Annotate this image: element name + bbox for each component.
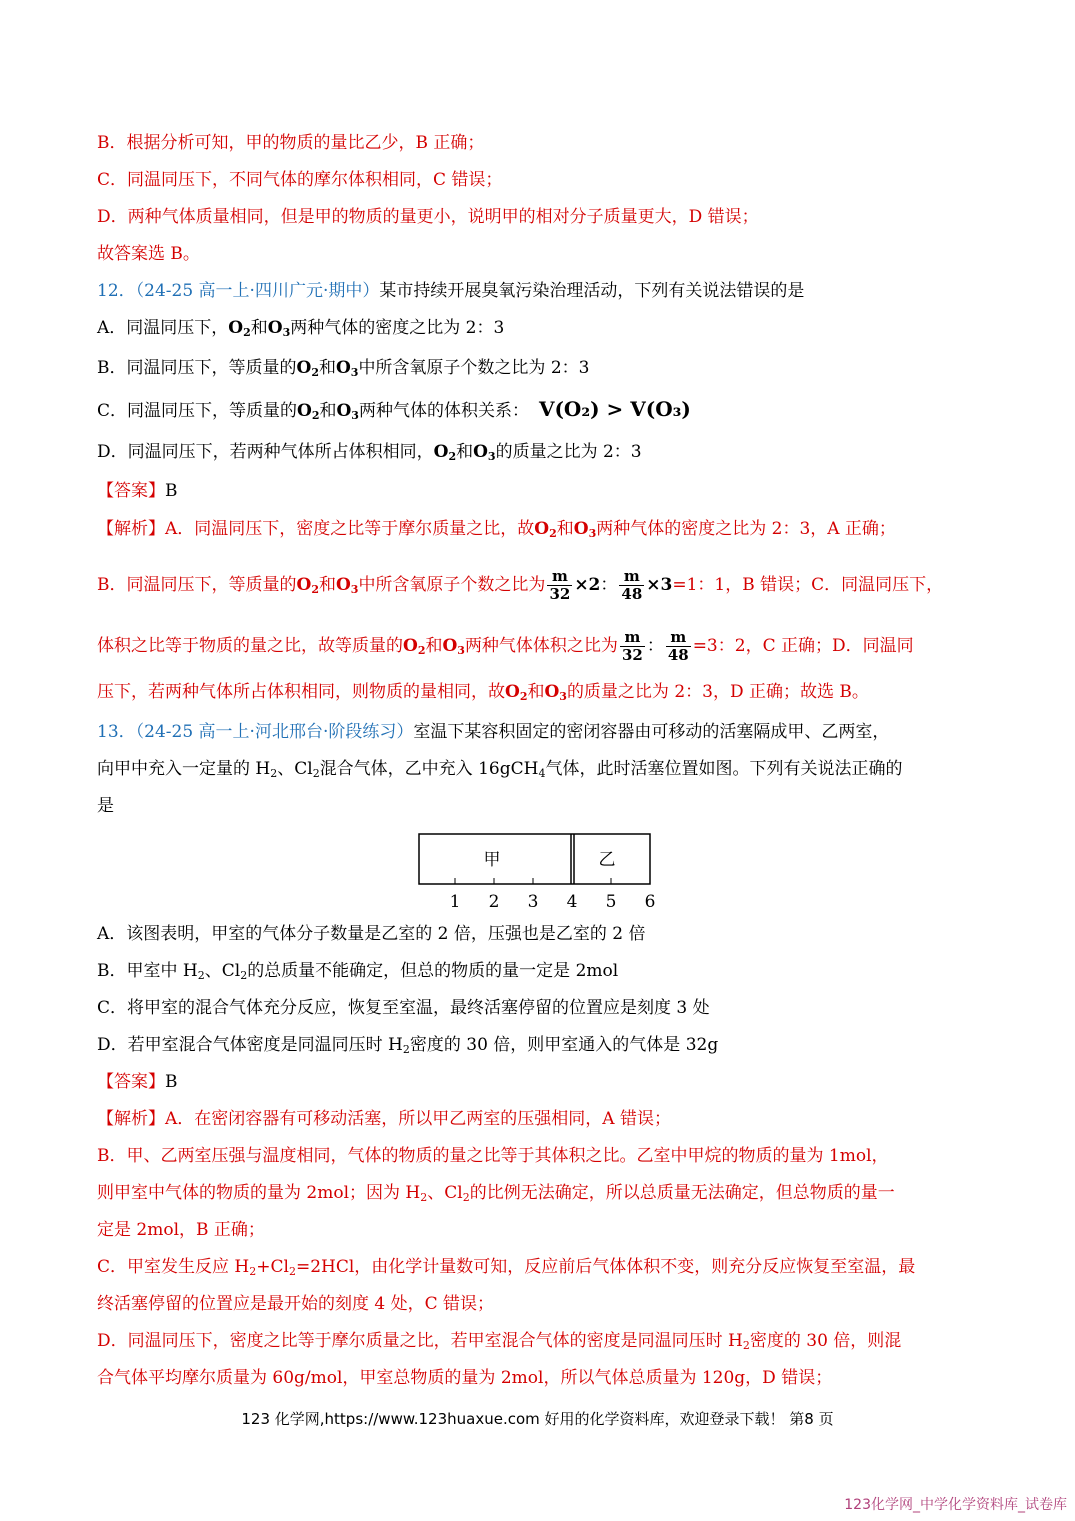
q13-analysis-b-line-2: 则甲室中气体的物质的量为 2mol；因为 $H_2$、$Cl_2$的比例无法确定，所以总质量无法确定，但总物质的量一 xyxy=(97,1183,895,1204)
q13-answer: 【答案】B xyxy=(97,1072,178,1092)
q13-analysis-d-line-2: 合气体平均摩尔质量为 60g/mol，甲室总物质的量为 2mol，所以气体总质量为 120g，D 错误； xyxy=(97,1368,833,1388)
q12-number: 12． xyxy=(97,281,136,301)
q12-stem xyxy=(97,279,985,303)
q12-answer: 【答案】B xyxy=(97,481,178,501)
q11-option-b-analysis: B．根据分析可知，甲的物质的量比乙少，B 正确； xyxy=(97,133,485,153)
q12-source: （24-25 高一上·四川广元·期中） xyxy=(135,281,380,301)
tick-label-2: 2 xyxy=(488,892,500,912)
q13-analysis-b-line-1: B．甲、乙两室压强与温度相同，气体的物质的量之比等于其体积之比。乙室中甲烷的物质的量为 1mol， xyxy=(97,1146,889,1166)
fraction-m-over-32: $\frac{m}{32}$ xyxy=(549,567,571,603)
watermark-text: 123化学网_中学化学资料库_试卷库 xyxy=(844,1497,1067,1513)
q13-analysis-c-line-1: C．甲室发生反应 $H_2+Cl_2=2HCl$，由化学计量数可知，反应前后气体体积不变，则充分反应恢复至室温，最 xyxy=(97,1257,916,1278)
tick-label-4: 4 xyxy=(566,892,578,912)
fraction-m-over-32: $\frac{m}{32}$ xyxy=(621,628,643,664)
q13-analysis-a: 【解析】A．在密闭容器有可移动活塞，所以甲乙两室的压强相同，A 错误； xyxy=(97,1109,671,1129)
q13-stem-line-1: 13．（24-25 高一上·河北邢台·阶段练习）室温下某容积固定的密闭容器由可移动的活塞隔成甲、乙两室， xyxy=(97,722,890,742)
q12-option-b: B．同温同压下，等质量的$O_2$和$O_3$中所含氧原子个数之比为 2：3 xyxy=(97,358,590,379)
q13-stem-line-2: 向甲中充入一定量的 $H_2$、$Cl_2$混合气体，乙中充入 16gCH$_4$气体，此时活塞位置如图。下列有关说法正确的 xyxy=(97,759,903,780)
volume-relation-formula: V(O₂) > V(O₃) xyxy=(538,397,691,421)
q11-option-d-analysis: D．两种气体质量相同，但是甲的物质的量更小，说明甲的相对分子质量更大，D 错误； xyxy=(97,207,759,227)
q11-option-c-analysis: C．同温同压下，不同气体的摩尔体积相同，C 错误； xyxy=(97,170,503,190)
chamber-yi-label: 乙 xyxy=(598,850,616,870)
q12-analysis-line-4: 压下，若两种气体所占体积相同，则物质的量相同，故$O_2$和$O_3$的质量之比为 2：3，D 正确；故选 B。 xyxy=(97,682,869,703)
chamber-jia-label: 甲 xyxy=(483,850,501,870)
q13-number: 13． xyxy=(97,722,136,742)
q12-analysis-line-1: 【解析】A．同温同压下，密度之比等于摩尔质量之比，故$O_2$和$O_3$两种气体的密度之比为 2：3，A 正确； xyxy=(97,519,896,540)
q13-analysis-b-line-3: 定是 2mol，B 正确； xyxy=(97,1220,265,1240)
q11-conclusion: 故答案选 B。 xyxy=(97,244,200,264)
q12-analysis-line-3: 体积之比等于物质的量之比，故等质量的$O_2$和$O_3$两种气体体积之比为 $\frac{m}{32}$ ： $\frac{m}{48}$ =3：2，C 正确；D．同温同 xyxy=(97,628,914,664)
q12-analysis-line-2: B．同温同压下，等质量的$O_2$和$O_3$中所含氧原子个数之比为 $\frac{m}{32}$ ×2： $\frac{m}{48}$ ×3=1：1，B 错误；C．同温同压下， xyxy=(97,567,944,603)
q12-option-a: A．同温同压下，$O_2$和$O_3$两种气体的密度之比为 2：3 xyxy=(97,318,505,339)
q13-option-a: A．该图表明，甲室的气体分子数量是乙室的 2 倍，压强也是乙室的 2 倍 xyxy=(97,924,646,944)
q13-option-d: D．若甲室混合气体密度是同温同压时 $H_2$密度的 30 倍，则甲室通入的气体是 32g xyxy=(97,1035,719,1056)
piston-container-diagram xyxy=(410,826,662,916)
fraction-m-over-48: $\frac{m}{48}$ xyxy=(667,628,689,664)
q12-option-d: D．同温同压下，若两种气体所占体积相同，$O_2$和$O_3$的质量之比为 2：3 xyxy=(97,442,642,463)
page-footer: 123 化学网,https://www.123huaxue.com 好用的化学资料库，欢迎登录下载！ 第8 页 xyxy=(241,1410,834,1428)
tick-label-5: 5 xyxy=(605,892,617,912)
q13-option-b: B．甲室中 $H_2$、$Cl_2$的总质量不能确定，但总的物质的量一定是 2mol xyxy=(97,961,619,982)
q12-option-c: C．同温同压下，等质量的$O_2$和$O_3$两种气体的体积关系： V(O₂) > V(O₃) xyxy=(97,397,691,422)
tick-label-6: 6 xyxy=(644,892,656,912)
q13-source: （24-25 高一上·河北邢台·阶段练习） xyxy=(135,722,414,742)
tick-label-1: 1 xyxy=(449,892,461,912)
q13-option-c: C．将甲室的混合气体充分反应，恢复至室温，最终活塞停留的位置应是刻度 3 处 xyxy=(97,998,710,1018)
tick-label-3: 3 xyxy=(527,892,539,912)
q12-stem-text: 某市持续开展臭氧污染治理活动，下列有关说法错误的是 xyxy=(379,281,805,301)
fraction-m-over-48: $\frac{m}{48}$ xyxy=(621,567,643,603)
q13-analysis-c-line-2: 终活塞停留的位置应是最开始的刻度 4 处，C 错误； xyxy=(97,1294,495,1314)
q13-analysis-d-line-1: D．同温同压下，密度之比等于摩尔质量之比，若甲室混合气体的密度是同温同压时 $H_2$密度的 30 倍，则混 xyxy=(97,1331,902,1352)
q13-stem-line-3: 是 xyxy=(97,796,114,816)
